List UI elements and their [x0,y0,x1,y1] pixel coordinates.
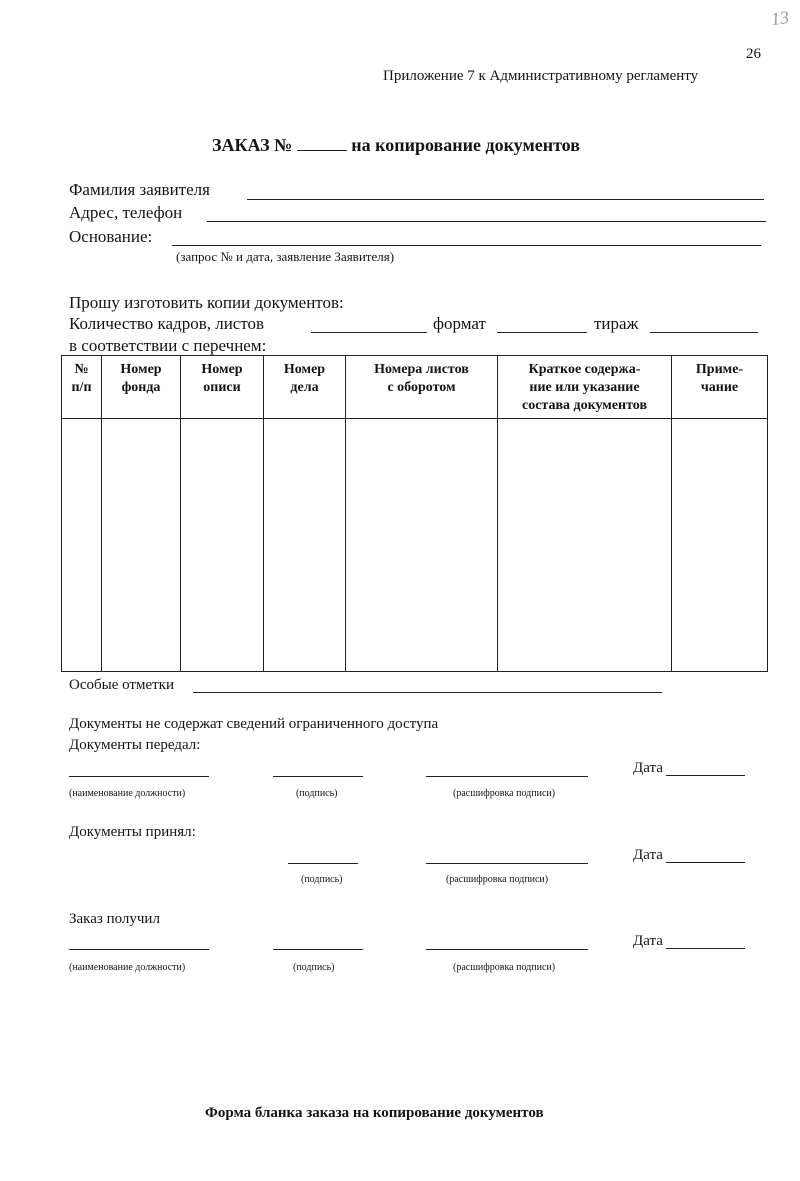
format-field[interactable] [497,332,587,333]
received-signature-field[interactable] [288,863,358,864]
surname-field[interactable] [247,199,764,200]
special-marks-label: Особые отметки [69,677,174,693]
handed-position-field[interactable] [69,776,209,777]
order-date-field[interactable] [666,948,745,949]
received-date-field[interactable] [666,862,745,863]
address-field[interactable] [207,221,766,222]
order-signature-field[interactable] [273,949,363,950]
order-number-blank[interactable] [297,136,347,151]
order-position-hint: (наименование должности) [69,962,186,973]
table-header-row [62,356,768,419]
order-signature-hint: (подпись) [293,962,335,973]
copies-field[interactable] [650,332,758,333]
handwritten-page-mark: 13 [769,6,791,30]
cell-summary[interactable] [498,419,672,672]
format-label: формат [433,314,486,333]
cell-fund[interactable] [102,419,181,672]
basis-field[interactable] [172,245,761,246]
col-header-number: № п/п [62,356,102,419]
order-position-field[interactable] [69,949,209,950]
col-header-sheets: Номера листов с оборотом [346,356,498,419]
cell-note[interactable] [672,419,768,672]
handed-date-field[interactable] [666,775,745,776]
no-restricted-statement: Документы не содержат сведений ограниченного доступа [69,716,439,732]
request-intro: Прошу изготовить копии документов: [69,293,344,312]
col-header-fund: Номер фонда [102,356,181,419]
special-marks-field[interactable] [193,692,662,693]
frames-field[interactable] [311,332,427,333]
documents-table [61,355,768,672]
per-list-label: в соответствии с перечнем: [69,336,267,355]
copies-label: тираж [594,314,639,333]
cell-sheets[interactable] [346,419,498,672]
footer-caption: Форма бланка заказа на копирование документов [205,1105,544,1121]
table-row [62,419,768,672]
basis-label: Основание: [69,227,153,246]
basis-hint: (запрос № и дата, заявление Заявителя) [176,249,395,264]
cell-file[interactable] [264,419,346,672]
received-date-label: Дата [633,847,663,863]
form-title [212,135,580,156]
handed-date-label: Дата [633,760,663,776]
order-decoding-field[interactable] [426,949,588,950]
received-decoding-field[interactable] [426,863,588,864]
page-number: 26 [746,46,761,62]
cell-inventory[interactable] [181,419,264,672]
handed-over-label: Документы передал: [69,737,201,753]
handed-signature-field[interactable] [273,776,363,777]
received-label: Документы принял: [69,824,196,840]
address-label: Адрес, телефон [69,203,183,222]
order-date-label: Дата [633,933,663,949]
received-decoding-hint: (расшифровка подписи) [446,874,549,885]
order-decoding-hint: (расшифровка подписи) [453,962,556,973]
title-prefix: ЗАКАЗ № [212,135,293,155]
handed-decoding-field[interactable] [426,776,588,777]
order-received-label: Заказ получил [69,911,160,927]
handed-position-hint: (наименование должности) [69,788,186,799]
handed-signature-hint: (подпись) [296,788,338,799]
col-header-note: Приме- чание [672,356,768,419]
col-header-summary: Краткое содержа- ние или указание состава документов [498,356,672,419]
col-header-file: Номер дела [264,356,346,419]
frames-label: Количество кадров, листов [69,314,265,333]
col-header-inventory: Номер описи [181,356,264,419]
surname-label: Фамилия заявителя [69,180,210,199]
appendix-note: Приложение 7 к Административному регламенту [383,68,699,84]
received-signature-hint: (подпись) [301,874,343,885]
handed-decoding-hint: (расшифровка подписи) [453,788,556,799]
title-suffix: на копирование документов [351,135,580,155]
cell-number[interactable] [62,419,102,672]
